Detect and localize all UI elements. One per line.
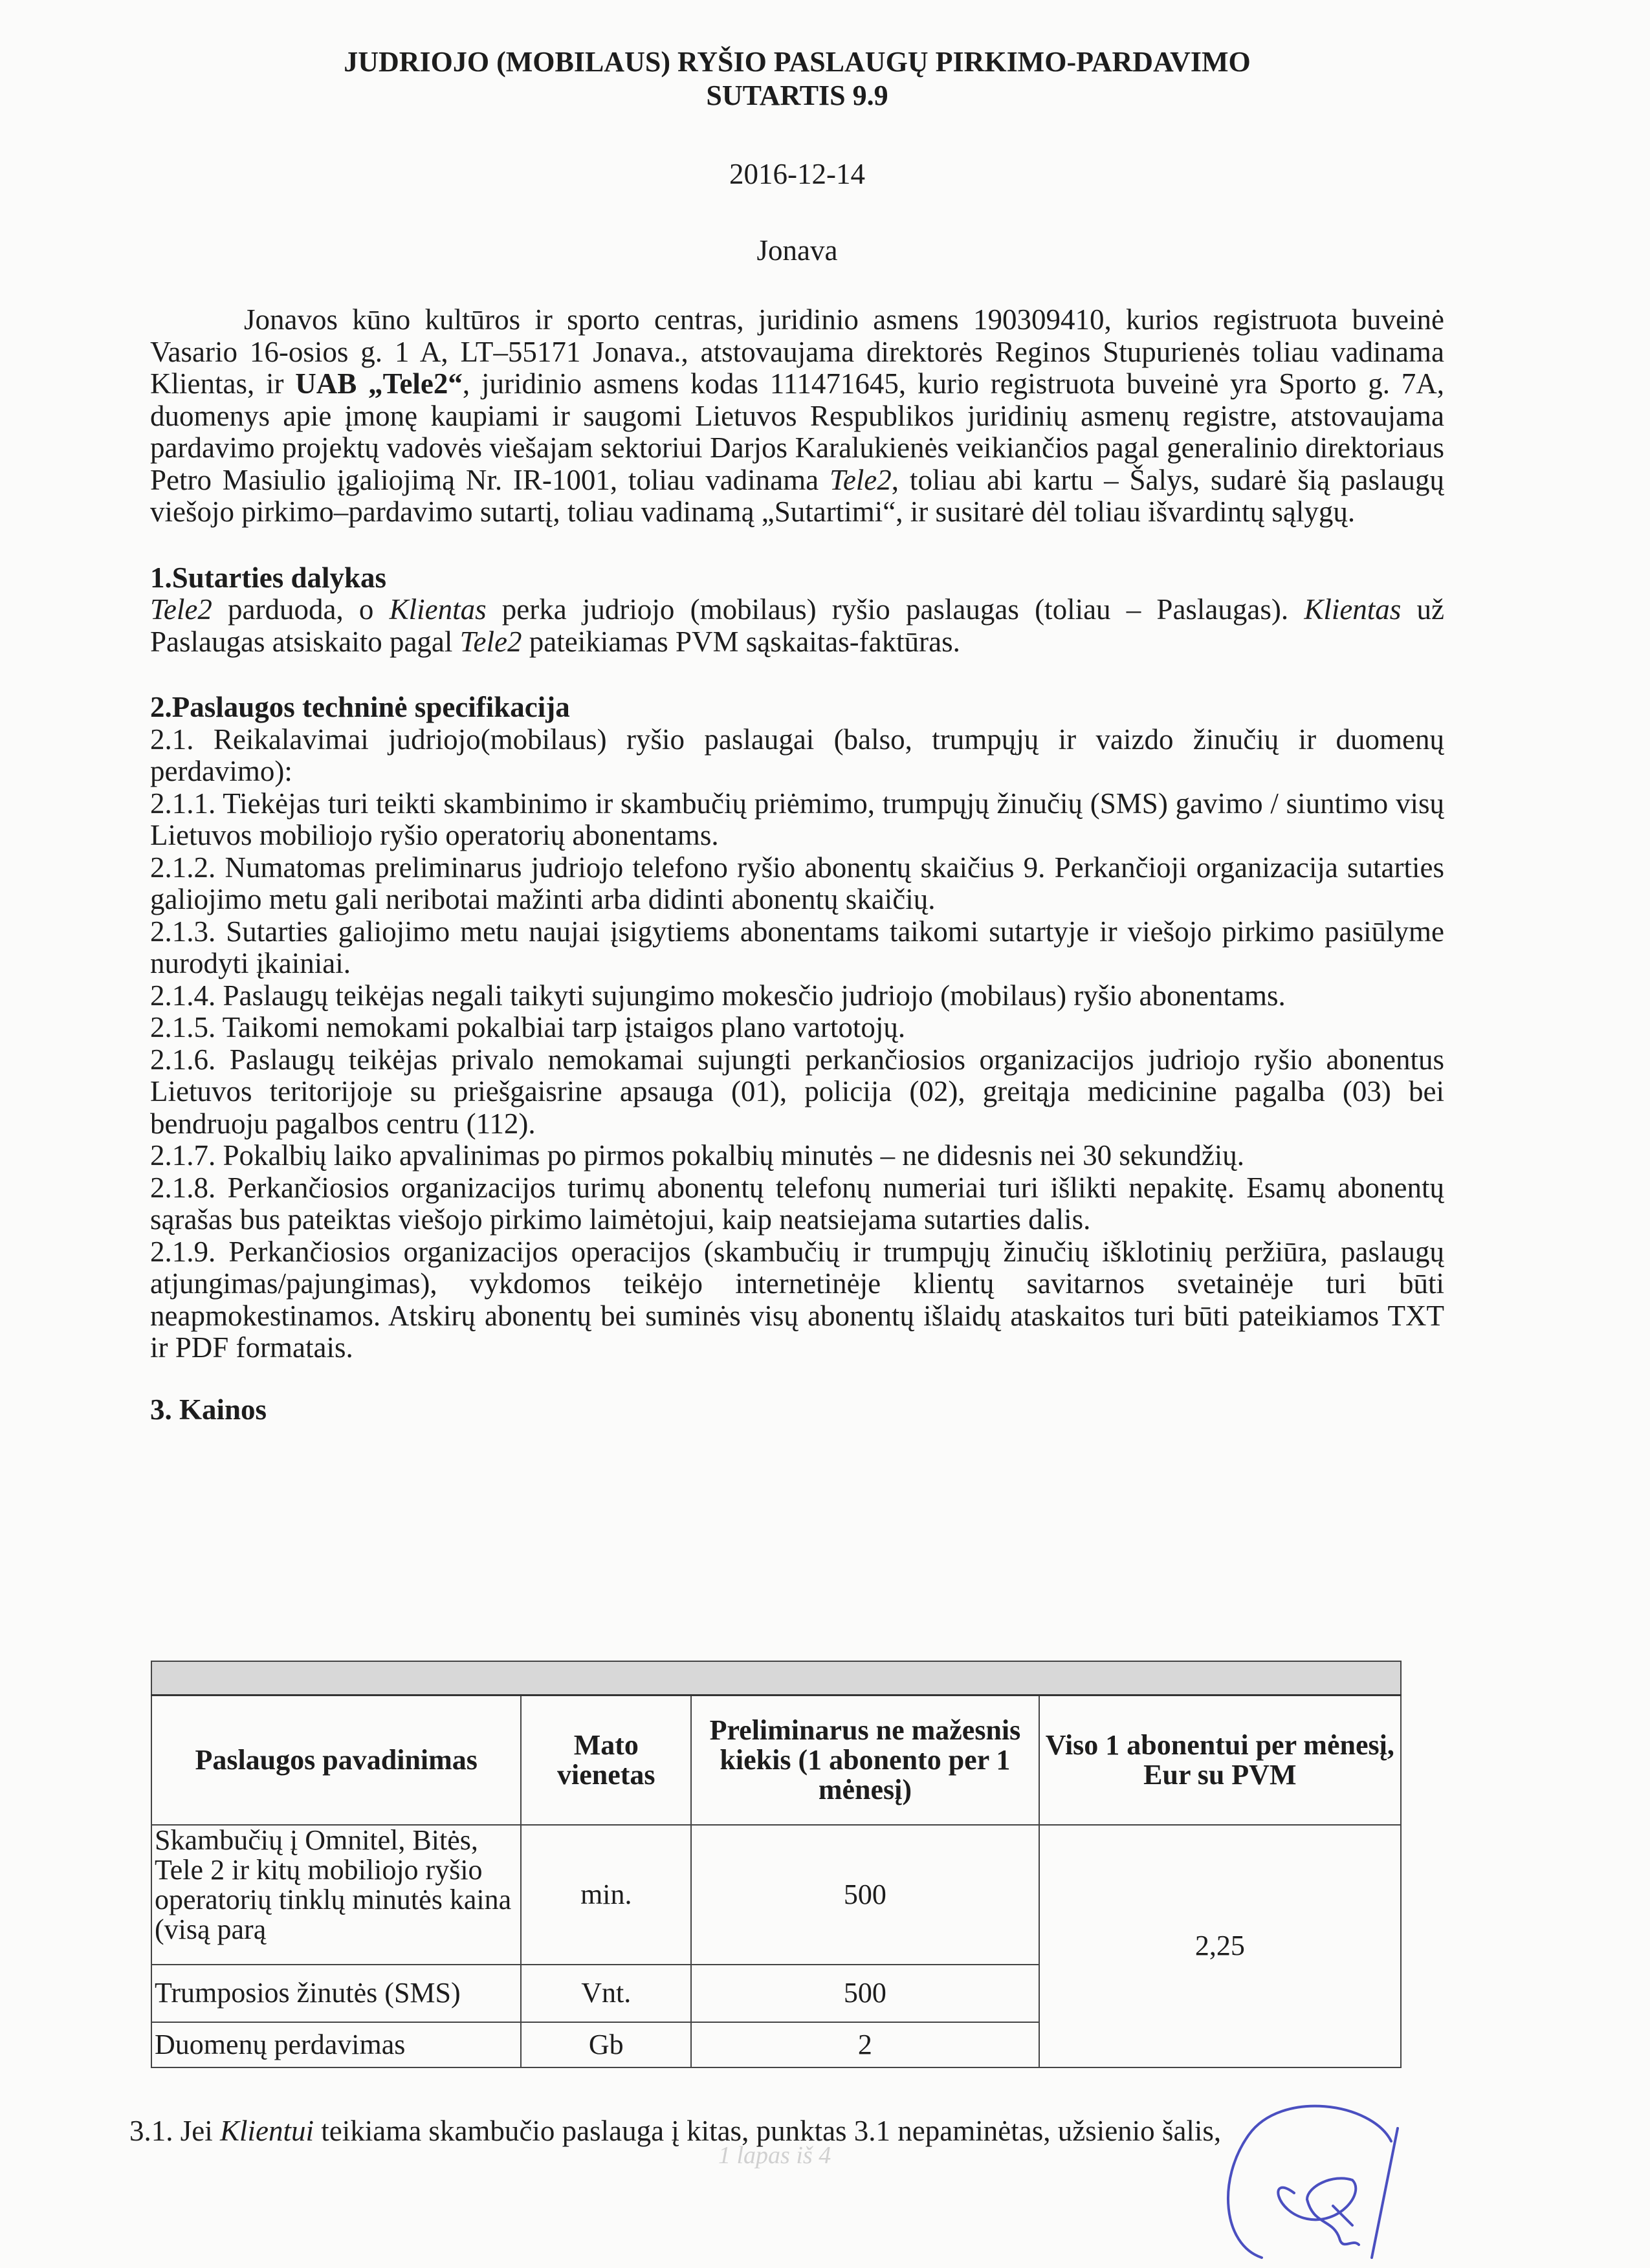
title-line-2: SUTARTIS 9.9 bbox=[706, 80, 888, 111]
title-line-1: JUDRIOJO (MOBILAUS) RYŠIO PASLAUGŲ PIRKIMO-PARDAVIMO bbox=[344, 46, 1251, 78]
section-1-heading: 1.Sutarties dalykas bbox=[150, 561, 387, 594]
intro-text-1: Jonavos kūno kultūros ir sporto centras, juridinio asmens 190309410, kurios registruota buveinė Vasario 16-osios g. 1 A, LT–55171 Jonava., atstovaujama direktorės Reginos Stupurienės toliau vadinama Klientas, ir bbox=[150, 303, 1444, 400]
spec-item: 2.1.5. Taikomi nemokami pokalbiai tarp įstaigos plano vartotojų. bbox=[150, 1011, 906, 1043]
col-header-total: Viso 1 abonentui per mėnesį, Eur su PVM bbox=[1039, 1696, 1401, 1825]
clause-3-1-italic: Klientui bbox=[220, 2115, 314, 2147]
s1-i3: Klientas bbox=[1304, 593, 1402, 626]
col-header-unit: Mato vienetas bbox=[521, 1696, 691, 1825]
spec-item: 2.1.6. Paslaugų teikėjas privalo nemokamai sujungti perkančiosios organizacijos judriojo ryšio abonentus Lietuvos teritorijoje su priešgaisrine apsauga (01), policija (02), greitąja medicinine pagalba (03) bei bendruoju pagalbos centru (112). bbox=[150, 1043, 1444, 1140]
row-unit: Vnt. bbox=[521, 1965, 691, 2022]
row-name: Duomenų perdavimas bbox=[151, 2022, 521, 2067]
spec-item: 2.1.9. Perkančiosios organizacijos operacijos (skambučių ir trumpųjų žinučių išklotinių peržiūra, paslaugų atjungimas/pajungimas), vykdomos teikėjo internetinėje klientų savitarnos svetainėje turi būti neapmokestinamos. Atskirų abonentų bei suminės visų abonentų išlaidų ataskaitos turi būti pateikiamos TXT ir PDF formatais. bbox=[150, 1235, 1444, 1364]
intro-text-2: , juridinio asmens kodas 111471645, kurio registruota buveinė yra Sporto g. 7A, duomenys apie įmonę kaupiami ir saugomi Lietuvos Respublikos juridinių asmenų registre, atstovaujama pardavimo projektų vadovės viešajam sektoriui Darjos Karalukienės veikiančios pagal generalinio direktoriaus Petro Masiulio įgaliojimą Nr. IR-1001, toliau vadinama bbox=[150, 367, 1445, 496]
row-qty: 500 bbox=[691, 1825, 1039, 1965]
intro-tele2: Tele2 bbox=[829, 463, 892, 496]
clause-3-1-b: teikiama skambučio paslauga į kitas, punktas 3.1 nepaminėtas, užsienio šalis, bbox=[314, 2115, 1222, 2147]
s1-t1: parduoda, o bbox=[212, 593, 390, 626]
s1-i1: Tele2 bbox=[150, 593, 212, 626]
page-footer: 1 lapas iš 4 bbox=[718, 2142, 831, 2169]
spec-item: 2.1.3. Sutarties galiojimo metu naujai įsigytiems abonentams taikomi sutartyje ir viešojo pirkimo pasiūlyme nurodyti įkainiai. bbox=[150, 915, 1444, 979]
row-unit: Gb bbox=[521, 2022, 691, 2067]
row-unit: min. bbox=[521, 1825, 691, 1965]
spec-item: 2.1.4. Paslaugų teikėjas negali taikyti sujungimo mokesčio judriojo (mobilaus) ryšio abonentams. bbox=[150, 979, 1286, 1012]
spec-item: 2.1.7. Pokalbių laiko apvalinimas po pirmos pokalbių minutės – ne didesnis nei 30 sekundžių. bbox=[150, 1139, 1245, 1172]
contract-city: Jonava bbox=[756, 234, 838, 267]
col-header-qty: Preliminarus ne mažesnis kiekis (1 abonento per 1 mėnesį) bbox=[691, 1696, 1039, 1825]
s1-t4: pateikiamas PVM sąskaitas-faktūras. bbox=[522, 625, 960, 658]
spec-item: 2.1. Reikalavimai judriojo(mobilaus) ryšio paslaugai (balso, trumpųjų ir vaizdo žinučių ir duomenų perdavimo): bbox=[150, 723, 1444, 787]
intro-text-3: , toliau abi kartu – Šalys, sudarė šią paslaugų viešojo pirkimo–pardavimo sutartį, toliau vadinamą „Sutartimi“, ir susitarė dėl toliau išvardintų sąlygų. bbox=[150, 463, 1445, 528]
table-header-row bbox=[151, 1696, 1401, 1825]
price-table bbox=[151, 1661, 1402, 2068]
intro-company: UAB „Tele2“ bbox=[295, 367, 463, 400]
spec-item: 2.1.1. Tiekėjas turi teikti skambinimo ir skambučių priėmimo, trumpųjų žinučių (SMS) gavimo / siuntimo visų Lietuvos mobiliojo ryšio operatorių abonentams. bbox=[150, 787, 1444, 851]
col-header-name: Paslaugos pavadinimas bbox=[151, 1696, 521, 1825]
s1-i2: Klientas bbox=[389, 593, 487, 626]
signature bbox=[1178, 2064, 1411, 2264]
row-qty: 2 bbox=[691, 2022, 1039, 2067]
s1-t3: už Paslaugas atsiskaito pagal bbox=[150, 593, 1444, 658]
contract-date: 2016-12-14 bbox=[729, 158, 865, 190]
row-name: Skambučių į Omnitel, Bitės, Tele 2 ir kitų mobiliojo ryšio operatorių tinklų minutės kaina (visą parą bbox=[151, 1825, 521, 1965]
section-3-heading: 3. Kainos bbox=[150, 1393, 267, 1426]
s1-t2: perka judriojo (mobilaus) ryšio paslaugas (toliau – Paslaugas). bbox=[486, 593, 1304, 626]
intro-paragraph bbox=[150, 304, 1444, 529]
clause-3-1-a: 3.1. Jei bbox=[129, 2115, 220, 2147]
section-1-text bbox=[150, 594, 1444, 658]
table-row bbox=[151, 1825, 1401, 1965]
s1-i4: Tele2 bbox=[459, 625, 522, 658]
section-2-heading: 2.Paslaugos techninė specifikacija bbox=[150, 691, 570, 723]
spec-item: 2.1.2. Numatomas preliminarus judriojo telefono ryšio abonentų skaičius 9. Perkančioji organizacija sutarties galiojimo metu gali neribotai mažinti arba didinti abonentų skaičių. bbox=[150, 851, 1444, 915]
table-band bbox=[151, 1661, 1401, 1696]
contract-page bbox=[150, 45, 1444, 1426]
total-price: 2,25 bbox=[1039, 1825, 1401, 2067]
row-name: Trumposios žinutės (SMS) bbox=[151, 1965, 521, 2022]
row-qty: 500 bbox=[691, 1965, 1039, 2022]
spec-item: 2.1.8. Perkančiosios organizacijos turimų abonentų telefonų numeriai turi išlikti nepakitę. Esamų abonentų sąrašas bus pateiktas viešojo pirkimo laimėtojui, kaip neatsiejama sutarties dalis. bbox=[150, 1171, 1444, 1236]
